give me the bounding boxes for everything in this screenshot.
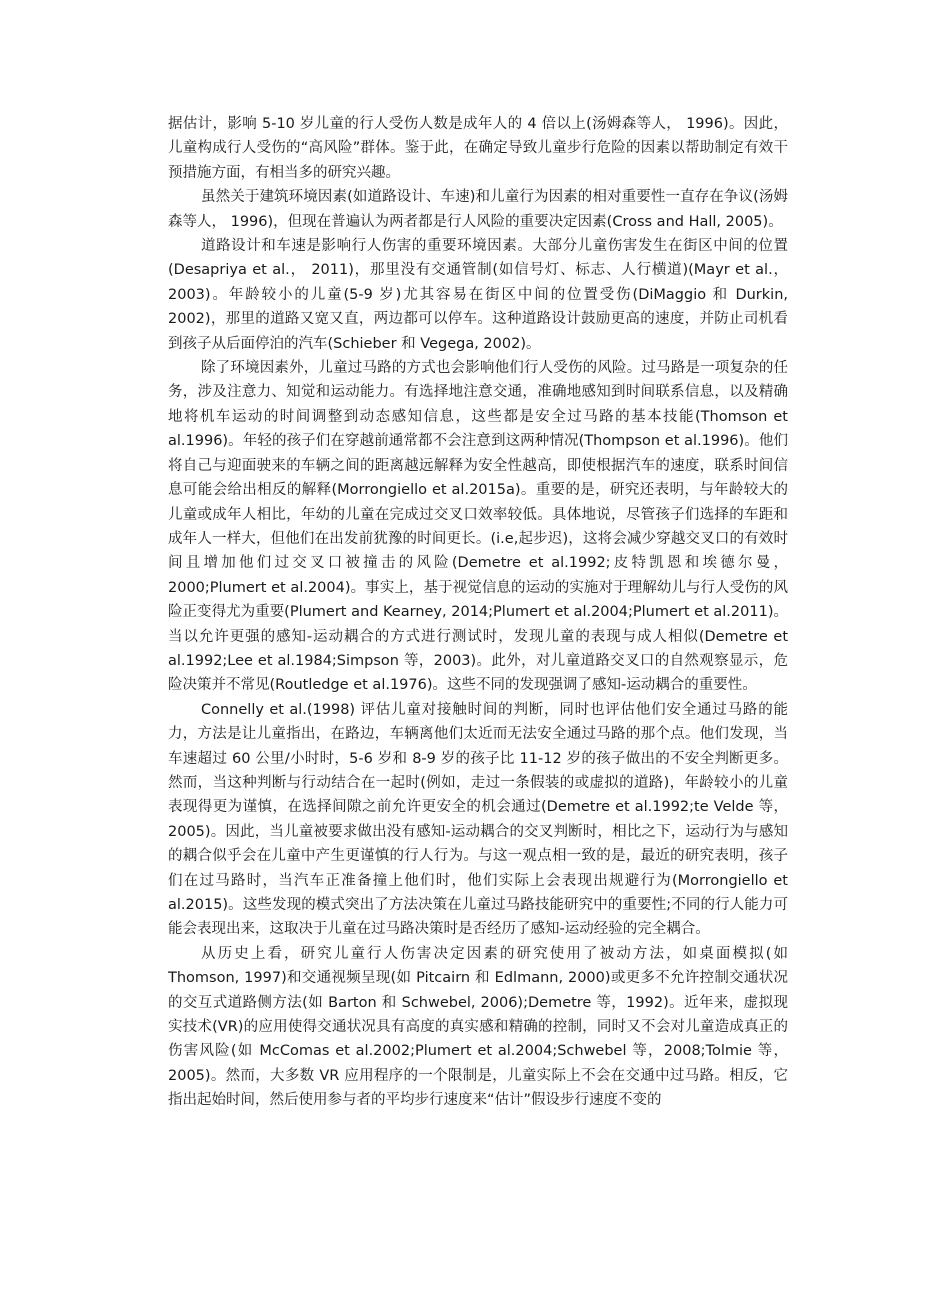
paragraph-1: 据估计，影响 5-10 岁儿童的行人受伤人数是成年人的 4 倍以上(汤姆森等人， 1996)。因此，儿童构成行人受伤的“高风险”群体。鉴于此，在确定导致儿童步行危险的因素以帮助制定有效干预措施方面，有相当多的研究兴趣。 [168,116,788,181]
paragraph-5: Connelly et al.(1998) 评估儿童对接触时间的判断，同时也评估他们安全通过马路的能力，方法是让儿童指出，在路边，车辆离他们太近而无法安全通过马路的那个点。他们发现，当车速超过 60 公里/小时时，5-6 岁和 8-9 岁的孩子比 11-12 岁的孩子做出的不安全判断更多。然而，当这种判断与行动结合在一起时(例如，走过一条假装的或虚拟的道路)，年龄较小的儿童表现得更为谨慎，在选择间隙之前允许更安全的机会通过(Demetre et al.1992;te Velde 等，2005)。因此，当儿童被要求做出没有感知-运动耦合的交叉判断时，相比之下，运动行为与感知的耦合似乎会在儿童中产生更谨慎的行人行为。与这一观点相一致的是，最近的研究表明，孩子们在过马路时，当汽车正准备撞上他们时，他们实际上会表现出规避行为(Morrongiello et al.2015)。这些发现的模式突出了方法决策在儿童过马路技能研究中的重要性;不同的行人能力可能会表现出来，这取决于儿童在过马路决策时是否经历了感知-运动经验的完全耦合。 [168,701,788,938]
paragraph-6: 从历史上看，研究儿童行人伤害决定因素的研究使用了被动方法，如桌面模拟(如 Thomson, 1997)和交通视频呈现(如 Pitcairn 和 Edlmann, 2000)或更多不允许控制交通状况的交互式道路侧方法(如 Barton 和 Schwebel, 2006);Demetre 等，1992)。近年来，虚拟现实技术(VR)的应用使得交通状况具有高度的真实感和精确的控制，同时又不会对儿童造成真正的伤害风险(如 McComas et al.2002;Plumert et al.2004;Schwebel 等，2008;Tolmie 等，2005)。然而，大多数 VR 应用程序的一个限制是，儿童实际上不会在交通中过马路。相反，它指出起始时间，然后使用参与者的平均步行速度来“估计”假设步行速度不变的 [168,945,788,1109]
document-body [168,112,788,1113]
paragraph-3: 道路设计和车速是影响行人伤害的重要环境因素。大部分儿童伤害发生在街区中间的位置(Desapriya et al.， 2011)，那里没有交通管制(如信号灯、标志、人行横道)(Mayr et al.， 2003)。年龄较小的儿童(5-9 岁)尤其容易在街区中间的位置受伤(DiMaggio 和 Durkin, 2002)，那里的道路又宽又直，两边都可以停车。这种道路设计鼓励更高的速度，并防止司机看到孩子从后面停泊的汽车(Schieber 和 Vegega, 2002)。 [168,238,788,352]
paragraph-2: 虽然关于建筑环境因素(如道路设计、车速)和儿童行为因素的相对重要性一直存在争议(汤姆森等人， 1996)，但现在普遍认为两者都是行人风险的重要决定因素(Cross and Hall, 2005)。 [168,189,788,230]
paragraph-4: 除了环境因素外，儿童过马路的方式也会影响他们行人受伤的风险。过马路是一项复杂的任务，涉及注意力、知觉和运动能力。有选择地注意交通，准确地感知到时间联系信息，以及精确地将机车运动的时间调整到动态感知信息，这些都是安全过马路的基本技能(Thomson et al.1996)。年轻的孩子们在穿越前通常都不会注意到这两种情况(Thompson et al.1996)。他们将自己与迎面驶来的车辆之间的距离越远解释为安全性越高，即使根据汽车的速度，联系时间信息可能会给出相反的解释(Morrongiello et al.2015a)。重要的是，研究还表明，与年龄较大的儿童或成年人相比，年幼的儿童在完成过交叉口效率较低。具体地说，尽管孩子们选择的车距和成年人一样大，但他们在出发前犹豫的时间更长。(i.e,起步迟)，这将会减少穿越交叉口的有效时间且增加他们过交叉口被撞击的风险(Demetre et al.1992;皮特凯恩和埃德尔曼，2000;Plumert et al.2004)。事实上，基于视觉信息的运动的实施对于理解幼儿与行人受伤的风险正变得尤为重要(Plumert and Kearney, 2014;Plumert et al.2004;Plumert et al.2011)。当以允许更强的感知-运动耦合的方式进行测试时，发现儿童的表现与成人相似(Demetre et al.1992;Lee et al.1984;Simpson 等，2003)。此外，对儿童道路交叉口的自然观察显示，危险决策并不常见(Routledge et al.1976)。这些不同的发现强调了感知-运动耦合的重要性。 [168,360,788,694]
